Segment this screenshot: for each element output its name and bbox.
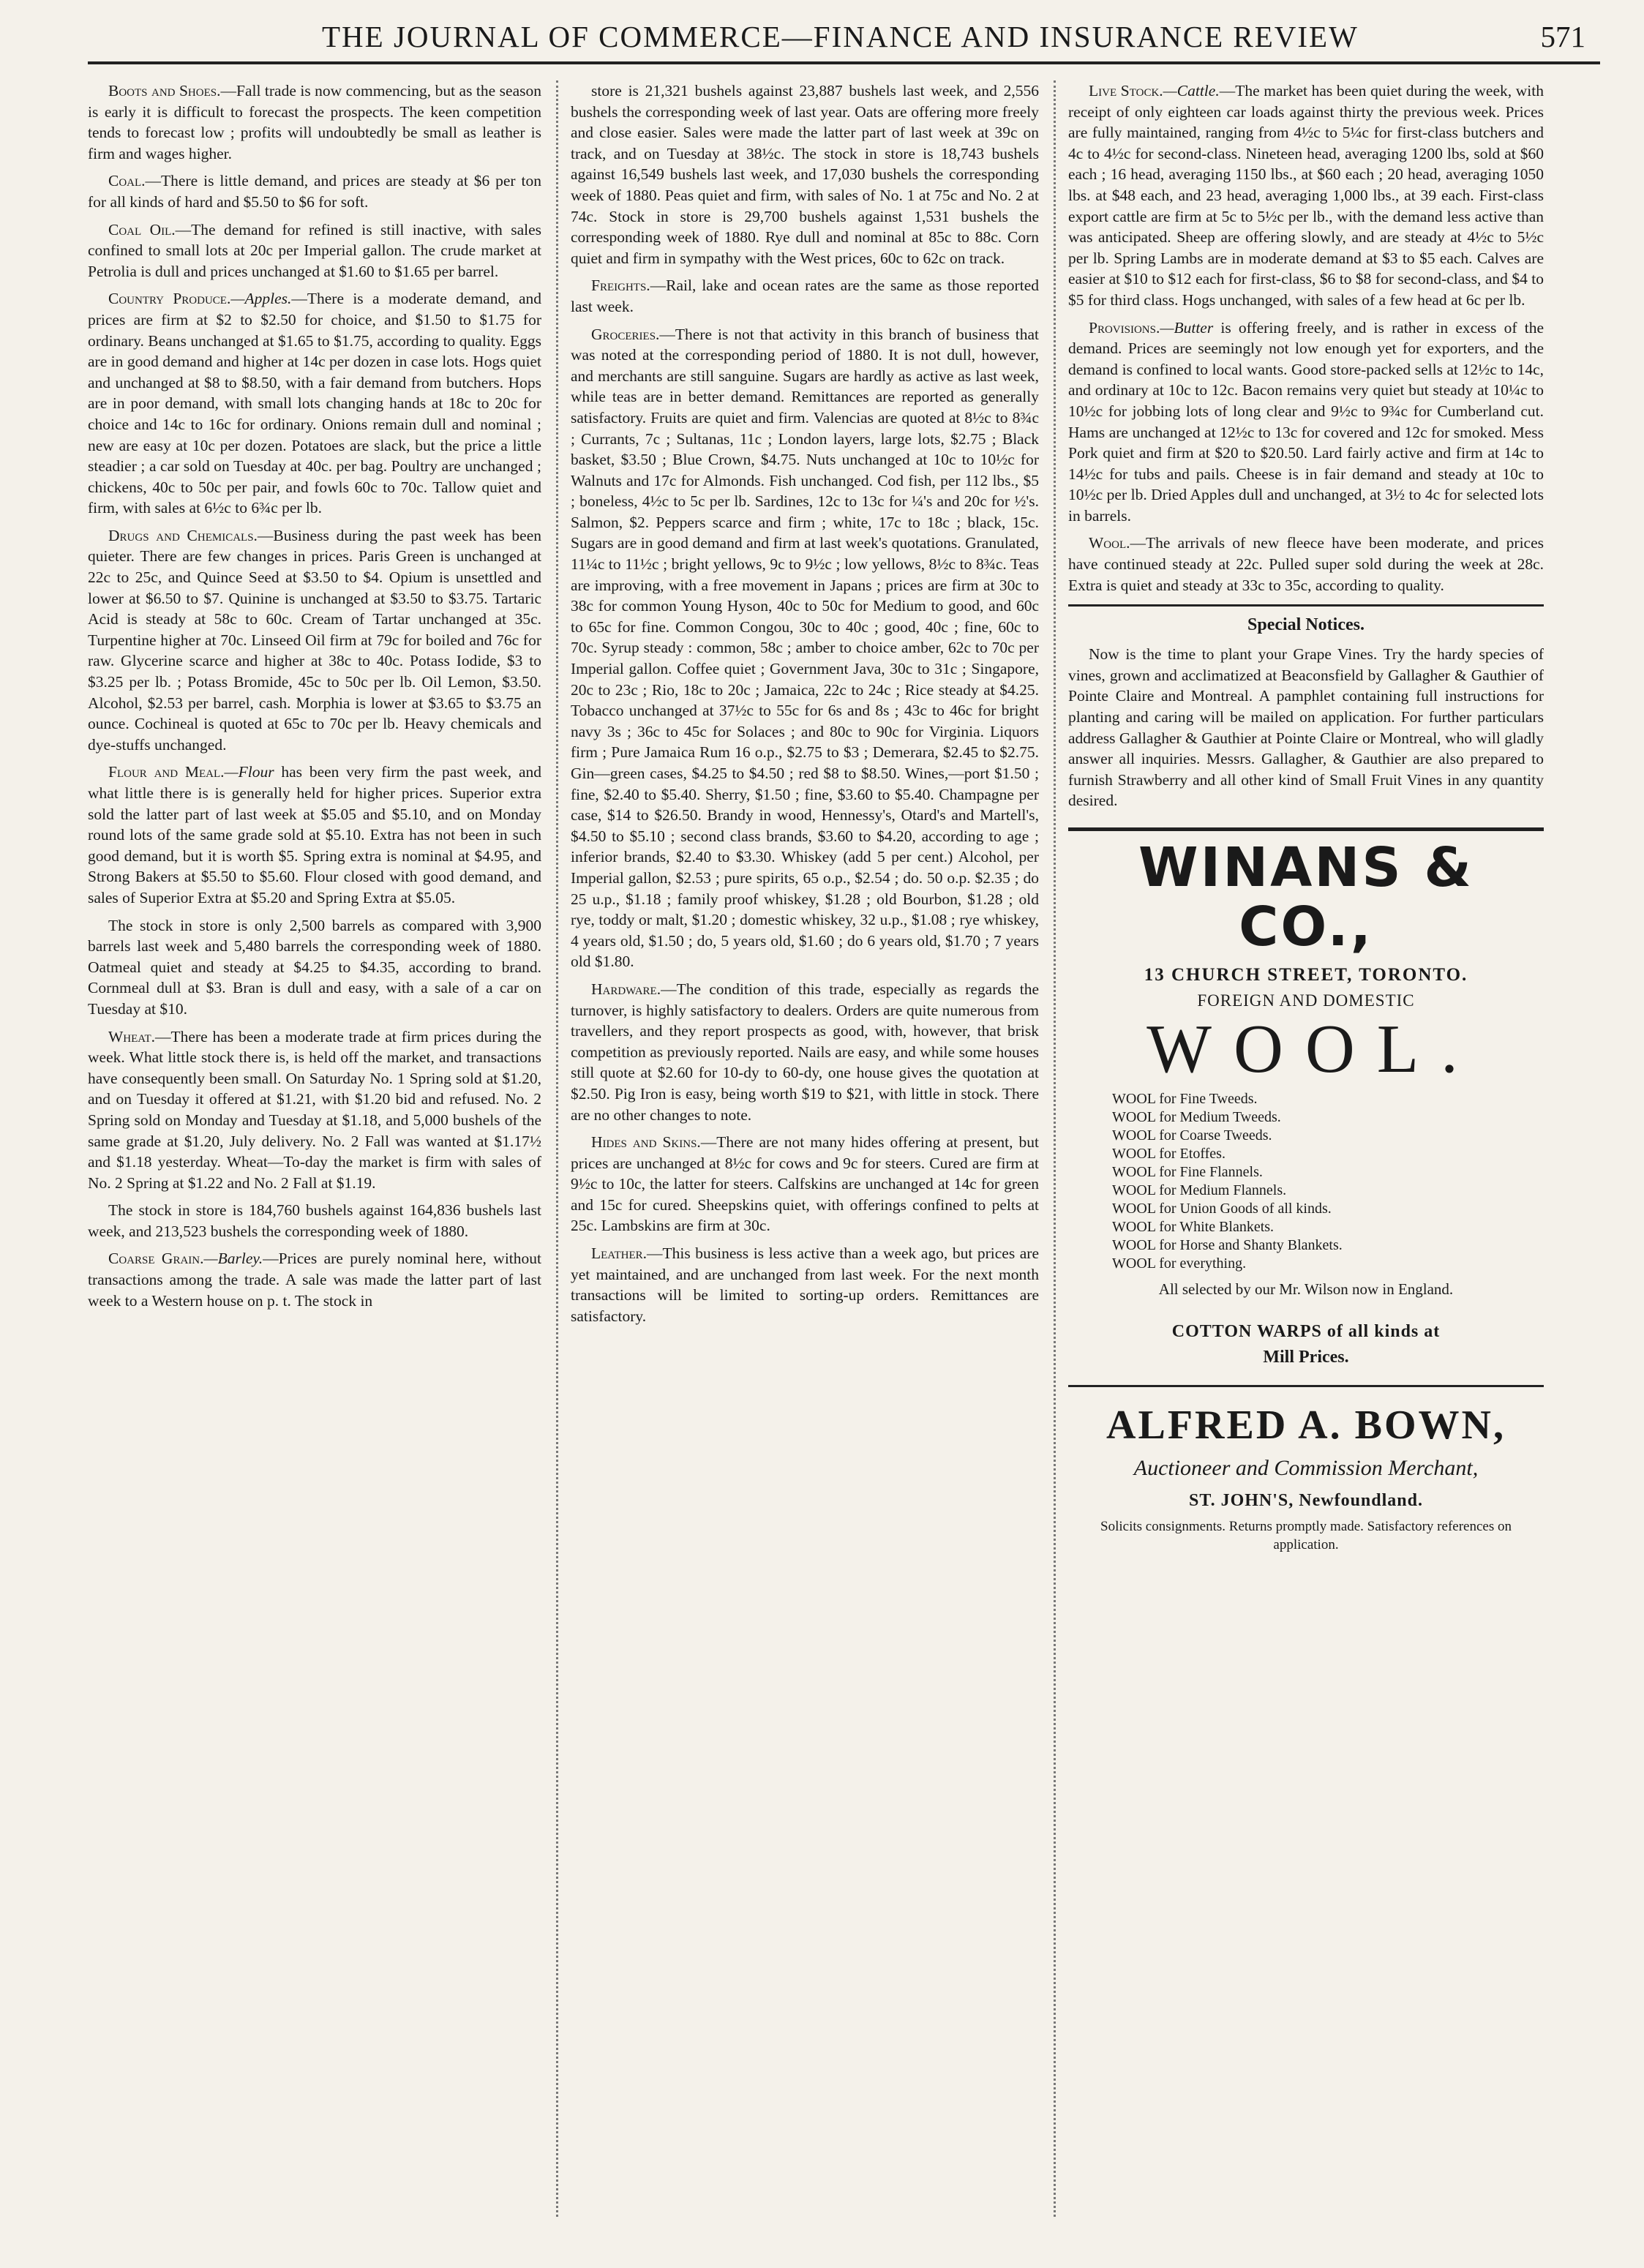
special-notices-text: Now is the time to plant your Grape Vines. Try the hardy species of vines, grown and acclimatized at Beaconsfield by Gallagher & Gauthier of Pointe Claire and Montreal. A pamphlet containing full instructions for planting and caring will be mailed on application. For further particulars address Gallagher & Gauthier at Pointe Claire or Montreal, who will gladly answer all inquiries. Messrs. Gallagher, & Gauthier are also prepared to furnish Strawberry and all other kind of Small Fruit Vines in any quantity desired. bbox=[1068, 645, 1544, 810]
article-subheading: —Flour bbox=[224, 763, 274, 781]
column-rule bbox=[556, 80, 558, 2217]
article-body: store is 21,321 bushels against 23,887 bushels last week, and 2,556 bushels the corresponding week of last year. Oats are offering more freely and close easier. Sales were made the latter part of last week at 39c on track, and on Tuesday at 38½c. The stock in store is 18,743 bushels against 16,549 bushels last week, and 17,030 bushels the corresponding week of 1880. Peas quiet and firm, with sales of No. 1 at 75c and No. 2 at 74c. Stock in store is 29,700 bushels against 1,531 bushels the corresponding week of 1880. Rye dull and nominal at 85c to 88c. Corn quiet and firm in sympathy with the West prices, 60c to 62c on track. bbox=[571, 82, 1039, 267]
wool-list-item: WOOL for Fine Tweeds. bbox=[1112, 1091, 1258, 1108]
winans-subtitle: FOREIGN AND DOMESTIC bbox=[1197, 991, 1415, 1010]
article-paragraph bbox=[571, 80, 1039, 269]
article-heading: Wheat. bbox=[108, 1027, 155, 1045]
article-body: —The demand for refined is still inactive, with sales confined to small lots at 20c per Imperial gallon. The crude market at Petrolia is dull and prices unchanged at $1.60 to $1.65 per barrel. bbox=[88, 220, 541, 280]
article-body: The stock in store is only 2,500 barrels as compared with 3,900 barrels last week and 5,480 barrels the corresponding week of 1880. Oatmeal quiet and steady at $4.25 to $4.35, according to brand. Cornmeal dull at $3. Bran is dull and easy, with a sale of a car on Tuesday at $10. bbox=[88, 916, 541, 1018]
article-heading: Coal Oil. bbox=[108, 220, 176, 239]
wool-list-item: WOOL for Coarse Tweeds. bbox=[1112, 1127, 1272, 1144]
article-body: —The arrivals of new fleece have been moderate, and prices have continued steady at 22c. Pulled super sold during the week at 28c. Extra is quiet and steady at 33c to 35c, according to quality. bbox=[1068, 534, 1544, 594]
wool-list-item: WOOL for Etoffes. bbox=[1112, 1146, 1226, 1163]
article-paragraph bbox=[571, 275, 1039, 317]
article-heading: Country Produce. bbox=[108, 290, 231, 308]
winans-advertisement bbox=[1068, 827, 1544, 1367]
article-body: —The condition of this trade, especially as regards the turnover, is highly satisfactory to dealers. Orders are quite numerous from travellers, and they report prospects as good, with, however, that brisk competition as previously reported. Nails are easy, and while some houses still quote at $2.60 for 10-dy to 60-dy, one house gives the quotation at $2.50. Pig Iron is easy, being worth $19 to $21, with little in stock. There are no other changes to note. bbox=[571, 980, 1039, 1124]
winans-name: WINANS & CO., bbox=[1138, 836, 1474, 959]
wool-list bbox=[1112, 1090, 1544, 1273]
wool-list-item: WOOL for everything. bbox=[1112, 1255, 1247, 1272]
article-heading: Drugs and Chemicals. bbox=[108, 526, 258, 544]
article-heading: Hardware. bbox=[591, 980, 661, 998]
article-paragraph bbox=[88, 1200, 541, 1242]
special-notices bbox=[1068, 604, 1544, 811]
article-paragraph bbox=[571, 979, 1039, 1125]
article-body: is offering freely, and is rather in excess of the demand. Prices are seemingly not low enough yet for exporters, and the demand is confined to local wants. Good store-packed sells at 12½c to 14c, and ordinary at 10c to 12c. Bacon remains very quiet but steady at 10¼c to 10½c for jobbing lots of long clear and 9½c to 9¾c for Cumberland cut. Hams are unchanged at 12½c to 13c for covered and 12c for smoked. Mess Pork quiet and firm at $20 to $20.50. Lard fairly active and firm at 14c to 14½c for tubs and pails. Cheese is in fair demand and steady at 10c to 10½c per lb. Dried Apples dull and unchanged, at 3½ to 4c for selected lots in barrels. bbox=[1068, 318, 1544, 525]
cotton-warps-line: COTTON WARPS of all kinds at bbox=[1171, 1322, 1441, 1342]
wool-list-item: WOOL for Union Goods of all kinds. bbox=[1112, 1201, 1332, 1217]
article-heading: Provisions. bbox=[1089, 318, 1160, 337]
article-subheading: —Cattle. bbox=[1163, 82, 1220, 99]
column-3-articles bbox=[1068, 80, 1544, 596]
article-paragraph bbox=[1068, 533, 1544, 596]
article-paragraph bbox=[1068, 80, 1544, 311]
article-heading: Flour and Meal. bbox=[108, 763, 225, 781]
article-paragraph bbox=[88, 170, 541, 212]
wool-list-item: WOOL for White Blankets. bbox=[1112, 1219, 1275, 1236]
winans-note: All selected by our Mr. Wilson now in England. bbox=[1158, 1280, 1454, 1299]
special-notices-title: Special Notices. bbox=[1068, 604, 1544, 635]
journal-title: THE JOURNAL OF COMMERCE—FINANCE AND INSURANCE REVIEW bbox=[322, 20, 1359, 53]
page-number: 571 bbox=[1540, 20, 1585, 53]
article-paragraph bbox=[88, 762, 541, 908]
article-body: The stock in store is 184,760 bushels against 164,836 bushels last week, and 213,523 bushels the corresponding week of 1880. bbox=[88, 1201, 541, 1240]
wool-list-item: WOOL for Medium Flannels. bbox=[1112, 1182, 1287, 1199]
column-3 bbox=[1068, 80, 1544, 2239]
bown-note: Solicits consignments. Returns promptly made. Satisfactory references on application. bbox=[1100, 1519, 1512, 1552]
winans-address: 13 CHURCH STREET, TORONTO. bbox=[1144, 964, 1468, 985]
article-body: —Prices are purely nominal here, without transactions among the trade. A sale was made the latter part of last week to a Western house on p. t. The stock in bbox=[88, 1250, 541, 1310]
article-body: —There has been a moderate trade at firm prices during the week. What little stock there is, is held off the market, and transactions have consequently been small. On Saturday No. 1 Spring sold at $1.20, and on Tuesday it offered at $1.21, with $1.20 bid and refused. No. 2 Spring sold on Monday and Tuesday at $1.18, and 5,000 bushels of the same grade at $1.20, July delivery. No. 2 Fall was wanted at $1.17½ and $1.18 yesterday. Wheat—To-day the market is firm with sales of No. 2 Spring at $1.22 and No. 2 Fall at $1.19. bbox=[88, 1027, 541, 1192]
article-heading: Coal. bbox=[108, 172, 146, 190]
article-paragraph bbox=[88, 219, 541, 282]
article-body: —There is a moderate demand, and prices are firm at $2 to $2.50 for choice, and $1.50 to $1.75 for ordinary. Beans unchanged at $1.65 to $1.75, according to quality. Eggs are in good demand and higher at 14c per dozen in case lots. Hogs quiet and unchanged at $8 to $8.50, with a fair demand from butchers. Hops are in poor demand, with small lots changing hands at 18c to 20c for choice and 14c to 16c for ordinary. Onions remain dull and nominal ; new are easy at 10c per dozen. Potatoes are slack, but the price a little steadier ; a car sold on Tuesday at 40c. per bag. Poultry are unchanged ; chickens, 40c to 50c per pair, and fowls 60c to 70c. Tallow quiet and firm, with sales at 6½c to 6¾c per lb. bbox=[88, 290, 541, 517]
article-heading: Wool. bbox=[1089, 534, 1130, 552]
article-body: —Business during the past week has been quieter. There are few changes in prices. Paris Green is unchanged at 22c to 25c, and Quince Seed at $3.50 to $4. Opium is unsettled and lower at $6.50 to $7. Quinine is unchanged at $3.50 to $3.75. Tartaric Acid is steady at 58c to 60c. Cream of Tartar unchanged at 35c. Turpentine higher at 70c. Linseed Oil firm at 79c for boiled and 76c for raw. Glycerine scarce and higher at 38c to 40c. Potass Iodide, $3 to $3.25 per lb. ; Potass Bromide, 45c to 50c per lb. Oil Lemon, $3.50. Alcohol, $2.53 per barrel, cash. Morphia is lower at $3.65 to $3.75 an ounce. Cochineal is quoted at 65c to 70c per lb. Heavy chemicals and dye-stuffs unchanged. bbox=[88, 526, 541, 754]
mill-prices-line: Mill Prices. bbox=[1263, 1348, 1349, 1367]
article-heading: Leather. bbox=[591, 1244, 648, 1263]
article-body: —There is not that activity in this branch of business that was noted at the corresponding period of 1880. It is not dull, however, and merchants are still sanguine. Sugars are hardly as active as last week, while teas are in better demand. Remittances are reported as generally satisfactory. Fruits are quiet and firm. Valencias are quoted at 8½c to 8¾c ; Currants, 7c ; Sultanas, 11c ; London layers, large lots, $2.75 ; Black basket, $3.50 ; Blue Crown, $4.75. Nuts unchanged at 10c to 10½c for Walnuts and 17c for Almonds. Fish unchanged. Cod fish, per 112 lbs., $5 ; boneless, 4½c to 5c per lb. Sardines, 12c to 13c for ¼'s and 20c for ½'s. Salmon, $2. Peppers scarce and firm ; white, 17c to 18c ; black, 15c. Sugars are in good demand and firm at last week's quotations. Granulated, 11¼c to 11½c ; bright yellows, 9c to 9½c ; low yellows, 8½c to 8¾c. Teas are improving, with a free movement in Japans ; prices are firm at 30c to 38c for common Young Hyson, 40c to 50c for Medium to good, and 60c to 65c for fine. Common Congou, 30c to 40c ; good, 40c ; fine, 60c to 70c. Syrup steady : common, 58c ; amber to choice amber, 62c to 70c per Imperial gallon. Coffee quiet ; Government Java, 30c to 31c ; Singapore, 20c to 23c ; Rio, 18c to 20c ; Jamaica, 22c to 24c ; Rice steady at $4.25. Tobacco unchanged at 37½c to 55c for 6s and 8s ; 43c to 46c for bright navy 3s ; 36c to 45c for Solaces ; and 80c to 90c for Virginia. Liquors firm ; Pure Jamaica Rum 16 o.p., $2.75 to $3 ; Demerara, $2.45 to $2.75. Gin—green cases, $4.25 to $4.50 ; red $8 to $8.50. Wines,—port $1.50 ; fine, $2.40 to $5.40. Sherry, $1.50 ; fine, $3.60 to $5.40. Champagne per case, $14 to $26.50. Brandy in wood, Hennessy's, Otard's and Martell's, $4.50 to $5.10 ; second class brands, $3.60 to $4.20, according to age ; inferior brands, $2.40 to $3.30. Whiskey (add 5 per cent.) Alcohol, per Imperial gallon, $2.53 ; pure spirits, 65 o.p., $2.54 ; do. 50 o.p. $2.35 ; do 25 u.p., $1.18 ; family proof whiskey, $1.28 ; old Bourbon, $1.28 ; old rye, toddy or malt, $1.20 ; domestic whiskey, 32 u.p., $1.08 ; rye whiskey, 4 years old, $1.50 ; do, 5 years old, $1.60 ; do 6 years old, $1.70 ; 7 years old $1.80. bbox=[571, 325, 1039, 971]
article-body: —There are not many hides offering at present, but prices are unchanged at 8½c for cows and 9c for steers. Cured are firm at 9½c to 10c, the latter for steers. Calfskins are unchanged at 14c for green and 15c for cured. Sheepskins quiet, with offerings confined to pelts at 25c. Lambskins are firm at 30c. bbox=[571, 1133, 1039, 1235]
article-body: has been very firm the past week, and what little there is is generally held for higher prices. Superior extra sold the latter part of last week at $5.05 and $5.10, and on Monday round lots of the same grade sold at $5.10. Extra has not been in such good demand, but it is worth $5. Spring extra is nominal at $4.95, and Strong Bakers at $5.50 to $5.60. Flour closed with good demand, and sales of Superior Extra at $5.20 and Spring Extra at $5.05. bbox=[88, 763, 541, 906]
article-subheading: —Butter bbox=[1160, 318, 1214, 337]
wool-heading: WOOL. bbox=[1146, 1010, 1480, 1087]
article-body: —Fall trade is now commencing, but as the season is early it is difficult to forecast the prospects. The keen competition tends to forecast low ; profits will undoubtedly be small as leather is firm and wages higher. bbox=[88, 82, 541, 162]
article-paragraph bbox=[88, 80, 541, 164]
article-heading: Live Stock. bbox=[1089, 82, 1163, 99]
article-paragraph bbox=[571, 324, 1039, 972]
article-paragraph bbox=[1068, 318, 1544, 527]
wool-list-item: WOOL for Horse and Shanty Blankets. bbox=[1112, 1237, 1343, 1254]
bown-name: ALFRED A. BOWN, bbox=[1106, 1403, 1506, 1449]
wool-list-item: WOOL for Fine Flannels. bbox=[1112, 1164, 1263, 1181]
bown-advertisement bbox=[1068, 1385, 1544, 1554]
bown-role: Auctioneer and Commission Merchant, bbox=[1133, 1456, 1479, 1481]
article-heading: Freights. bbox=[591, 277, 650, 295]
article-subheading: —Apples. bbox=[230, 290, 292, 308]
article-heading: Boots and Shoes. bbox=[108, 82, 221, 99]
article-heading: Coarse Grain. bbox=[108, 1250, 204, 1268]
bown-place: ST. JOHN'S, Newfoundland. bbox=[1189, 1491, 1423, 1511]
column-1 bbox=[88, 80, 541, 2239]
column-rule bbox=[1054, 80, 1056, 2217]
article-body: —The market has been quiet during the week, with receipt of only eighteen car loads against thirty the previous week. Prices are fully maintained, ranging from 4½c to 5¼c for first-class butchers and 4c to 4½c for second-class. Nineteen head, averaging 1200 lbs, sold at $60 each ; 16 head, averaging 1150 lbs., at $60 each ; 20 head, averaging 1050 lbs. at $48 each, and 23 head, averaging 1,000 lbs., at 39 each. First-class export cattle are firm at 5c to 5½c per lb., with the demand less active than was anticipated. Sheep are offering slowly, and are steady at 4½c to 5½c per lb. Spring Lambs are in moderate demand at $3 to $5 each. Calves are easier at $10 to $12 each for first-class, $6 to $8 for second-class, and $4 to $5 for third class. Hogs unchanged, with sales of a few head at 6c per lb. bbox=[1068, 82, 1544, 309]
article-paragraph bbox=[571, 1243, 1039, 1326]
article-body: —There is little demand, and prices are steady at $6 per ton for all kinds of hard and $5.50 to $6 for soft. bbox=[88, 172, 541, 211]
article-paragraph bbox=[88, 525, 541, 756]
article-subheading: —Barley. bbox=[203, 1250, 263, 1268]
article-paragraph bbox=[88, 1026, 541, 1194]
article-paragraph bbox=[88, 288, 541, 519]
article-paragraph bbox=[571, 1132, 1039, 1236]
column-2 bbox=[571, 80, 1039, 2239]
article-heading: Groceries. bbox=[591, 325, 660, 343]
article-paragraph bbox=[88, 915, 541, 1020]
article-paragraph bbox=[88, 1248, 541, 1311]
article-body: —Rail, lake and ocean rates are the same as those reported last week. bbox=[571, 277, 1039, 315]
wool-list-item: WOOL for Medium Tweeds. bbox=[1112, 1109, 1281, 1126]
article-heading: Hides and Skins. bbox=[591, 1133, 701, 1152]
page-header bbox=[88, 16, 1600, 64]
article-body: —This business is less active than a week ago, but prices are yet maintained, and are unchanged from last week. For the next month transactions will be limited to sorting-up orders. Remittances are satisfactory. bbox=[571, 1244, 1039, 1325]
